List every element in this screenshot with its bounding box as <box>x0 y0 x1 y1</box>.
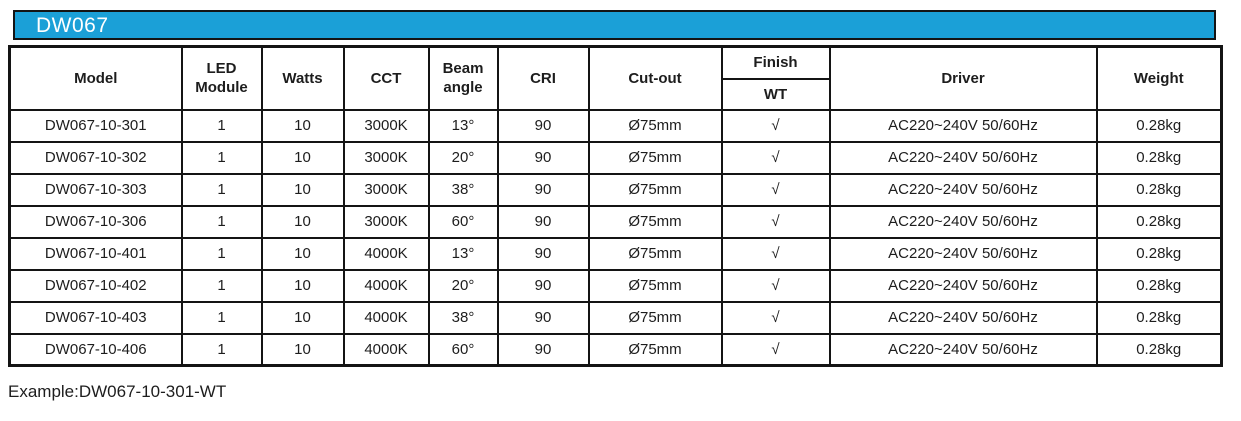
table-cell: 60° <box>429 206 498 238</box>
table-cell: 1 <box>182 142 262 174</box>
table-cell: 60° <box>429 334 498 366</box>
table-cell: 20° <box>429 270 498 302</box>
table-cell: 0.28kg <box>1097 110 1222 142</box>
table-row <box>10 142 1222 174</box>
table-row <box>10 334 1222 366</box>
table-cell: Ø75mm <box>589 142 722 174</box>
column-header-led-module: LED Module <box>182 47 262 110</box>
spec-table <box>8 45 1223 367</box>
table-cell: 38° <box>429 174 498 206</box>
table-row <box>10 206 1222 238</box>
table-cell: 90 <box>498 302 589 334</box>
table-cell: 10 <box>262 174 344 206</box>
table-cell: 10 <box>262 142 344 174</box>
table-cell: √ <box>722 302 830 334</box>
column-header-model: Model <box>10 47 182 110</box>
table-cell: 3000K <box>344 206 429 238</box>
table-cell: 0.28kg <box>1097 302 1222 334</box>
table-cell: AC220~240V 50/60Hz <box>830 270 1097 302</box>
table-cell: Ø75mm <box>589 334 722 366</box>
table-cell: 10 <box>262 302 344 334</box>
table-cell: DW067-10-401 <box>10 238 182 270</box>
table-cell: 1 <box>182 174 262 206</box>
table-row <box>10 174 1222 206</box>
table-cell: Ø75mm <box>589 206 722 238</box>
table-cell: 3000K <box>344 110 429 142</box>
table-cell: √ <box>722 270 830 302</box>
table-cell: 4000K <box>344 270 429 302</box>
column-header-watts: Watts <box>262 47 344 110</box>
table-cell: 1 <box>182 334 262 366</box>
table-cell: √ <box>722 110 830 142</box>
table-cell: 20° <box>429 142 498 174</box>
table-row <box>10 270 1222 302</box>
table-cell: Ø75mm <box>589 110 722 142</box>
table-cell: Ø75mm <box>589 302 722 334</box>
table-cell: 1 <box>182 110 262 142</box>
table-cell: 90 <box>498 110 589 142</box>
table-cell: 10 <box>262 206 344 238</box>
table-cell: 10 <box>262 334 344 366</box>
table-cell: 90 <box>498 206 589 238</box>
ordering-example-text: Example:DW067-10-301-WT <box>8 382 227 401</box>
table-cell: √ <box>722 238 830 270</box>
table-cell: DW067-10-403 <box>10 302 182 334</box>
table-cell: 90 <box>498 334 589 366</box>
table-cell: 90 <box>498 174 589 206</box>
table-cell: AC220~240V 50/60Hz <box>830 110 1097 142</box>
table-cell: AC220~240V 50/60Hz <box>830 174 1097 206</box>
column-header-cutout: Cut-out <box>589 47 722 110</box>
column-header-driver: Driver <box>830 47 1097 110</box>
table-cell: 1 <box>182 206 262 238</box>
table-cell: AC220~240V 50/60Hz <box>830 206 1097 238</box>
column-header-cri: CRI <box>498 47 589 110</box>
table-body <box>10 110 1222 366</box>
table-cell: 13° <box>429 110 498 142</box>
table-cell: √ <box>722 206 830 238</box>
table-cell: DW067-10-306 <box>10 206 182 238</box>
table-cell: AC220~240V 50/60Hz <box>830 142 1097 174</box>
column-header-beam-angle: Beam angle <box>429 47 498 110</box>
table-cell: 10 <box>262 110 344 142</box>
table-row <box>10 302 1222 334</box>
table-cell: Ø75mm <box>589 238 722 270</box>
column-header-finish: Finish <box>722 47 830 79</box>
table-cell: 10 <box>262 270 344 302</box>
table-cell: 1 <box>182 238 262 270</box>
table-cell: √ <box>722 334 830 366</box>
table-cell: 0.28kg <box>1097 334 1222 366</box>
table-cell: 90 <box>498 142 589 174</box>
table-cell: Ø75mm <box>589 174 722 206</box>
table-cell: 4000K <box>344 334 429 366</box>
table-header <box>10 47 1222 110</box>
table-row <box>10 110 1222 142</box>
table-cell: DW067-10-301 <box>10 110 182 142</box>
table-cell: 1 <box>182 270 262 302</box>
table-cell: 4000K <box>344 238 429 270</box>
table-cell: DW067-10-402 <box>10 270 182 302</box>
table-cell: 38° <box>429 302 498 334</box>
product-title: DW067 <box>36 13 109 37</box>
table-cell: 4000K <box>344 302 429 334</box>
table-cell: 90 <box>498 270 589 302</box>
table-cell: DW067-10-302 <box>10 142 182 174</box>
table-cell: 0.28kg <box>1097 174 1222 206</box>
table-cell: 90 <box>498 238 589 270</box>
column-header-weight: Weight <box>1097 47 1222 110</box>
column-subheader-finish-wt: WT <box>722 79 830 110</box>
table-cell: 10 <box>262 238 344 270</box>
table-cell: 0.28kg <box>1097 270 1222 302</box>
table-cell: 0.28kg <box>1097 142 1222 174</box>
table-cell: 0.28kg <box>1097 206 1222 238</box>
table-cell: √ <box>722 142 830 174</box>
column-header-cct: CCT <box>344 47 429 110</box>
table-cell: 3000K <box>344 142 429 174</box>
table-cell: DW067-10-303 <box>10 174 182 206</box>
table-cell: 3000K <box>344 174 429 206</box>
table-cell: 1 <box>182 302 262 334</box>
table-cell: DW067-10-406 <box>10 334 182 366</box>
product-title-bar <box>13 10 1216 40</box>
table-cell: AC220~240V 50/60Hz <box>830 238 1097 270</box>
table-cell: √ <box>722 174 830 206</box>
table-row <box>10 238 1222 270</box>
table-cell: 0.28kg <box>1097 238 1222 270</box>
table-cell: AC220~240V 50/60Hz <box>830 334 1097 366</box>
table-cell: 13° <box>429 238 498 270</box>
table-cell: Ø75mm <box>589 270 722 302</box>
table-cell: AC220~240V 50/60Hz <box>830 302 1097 334</box>
